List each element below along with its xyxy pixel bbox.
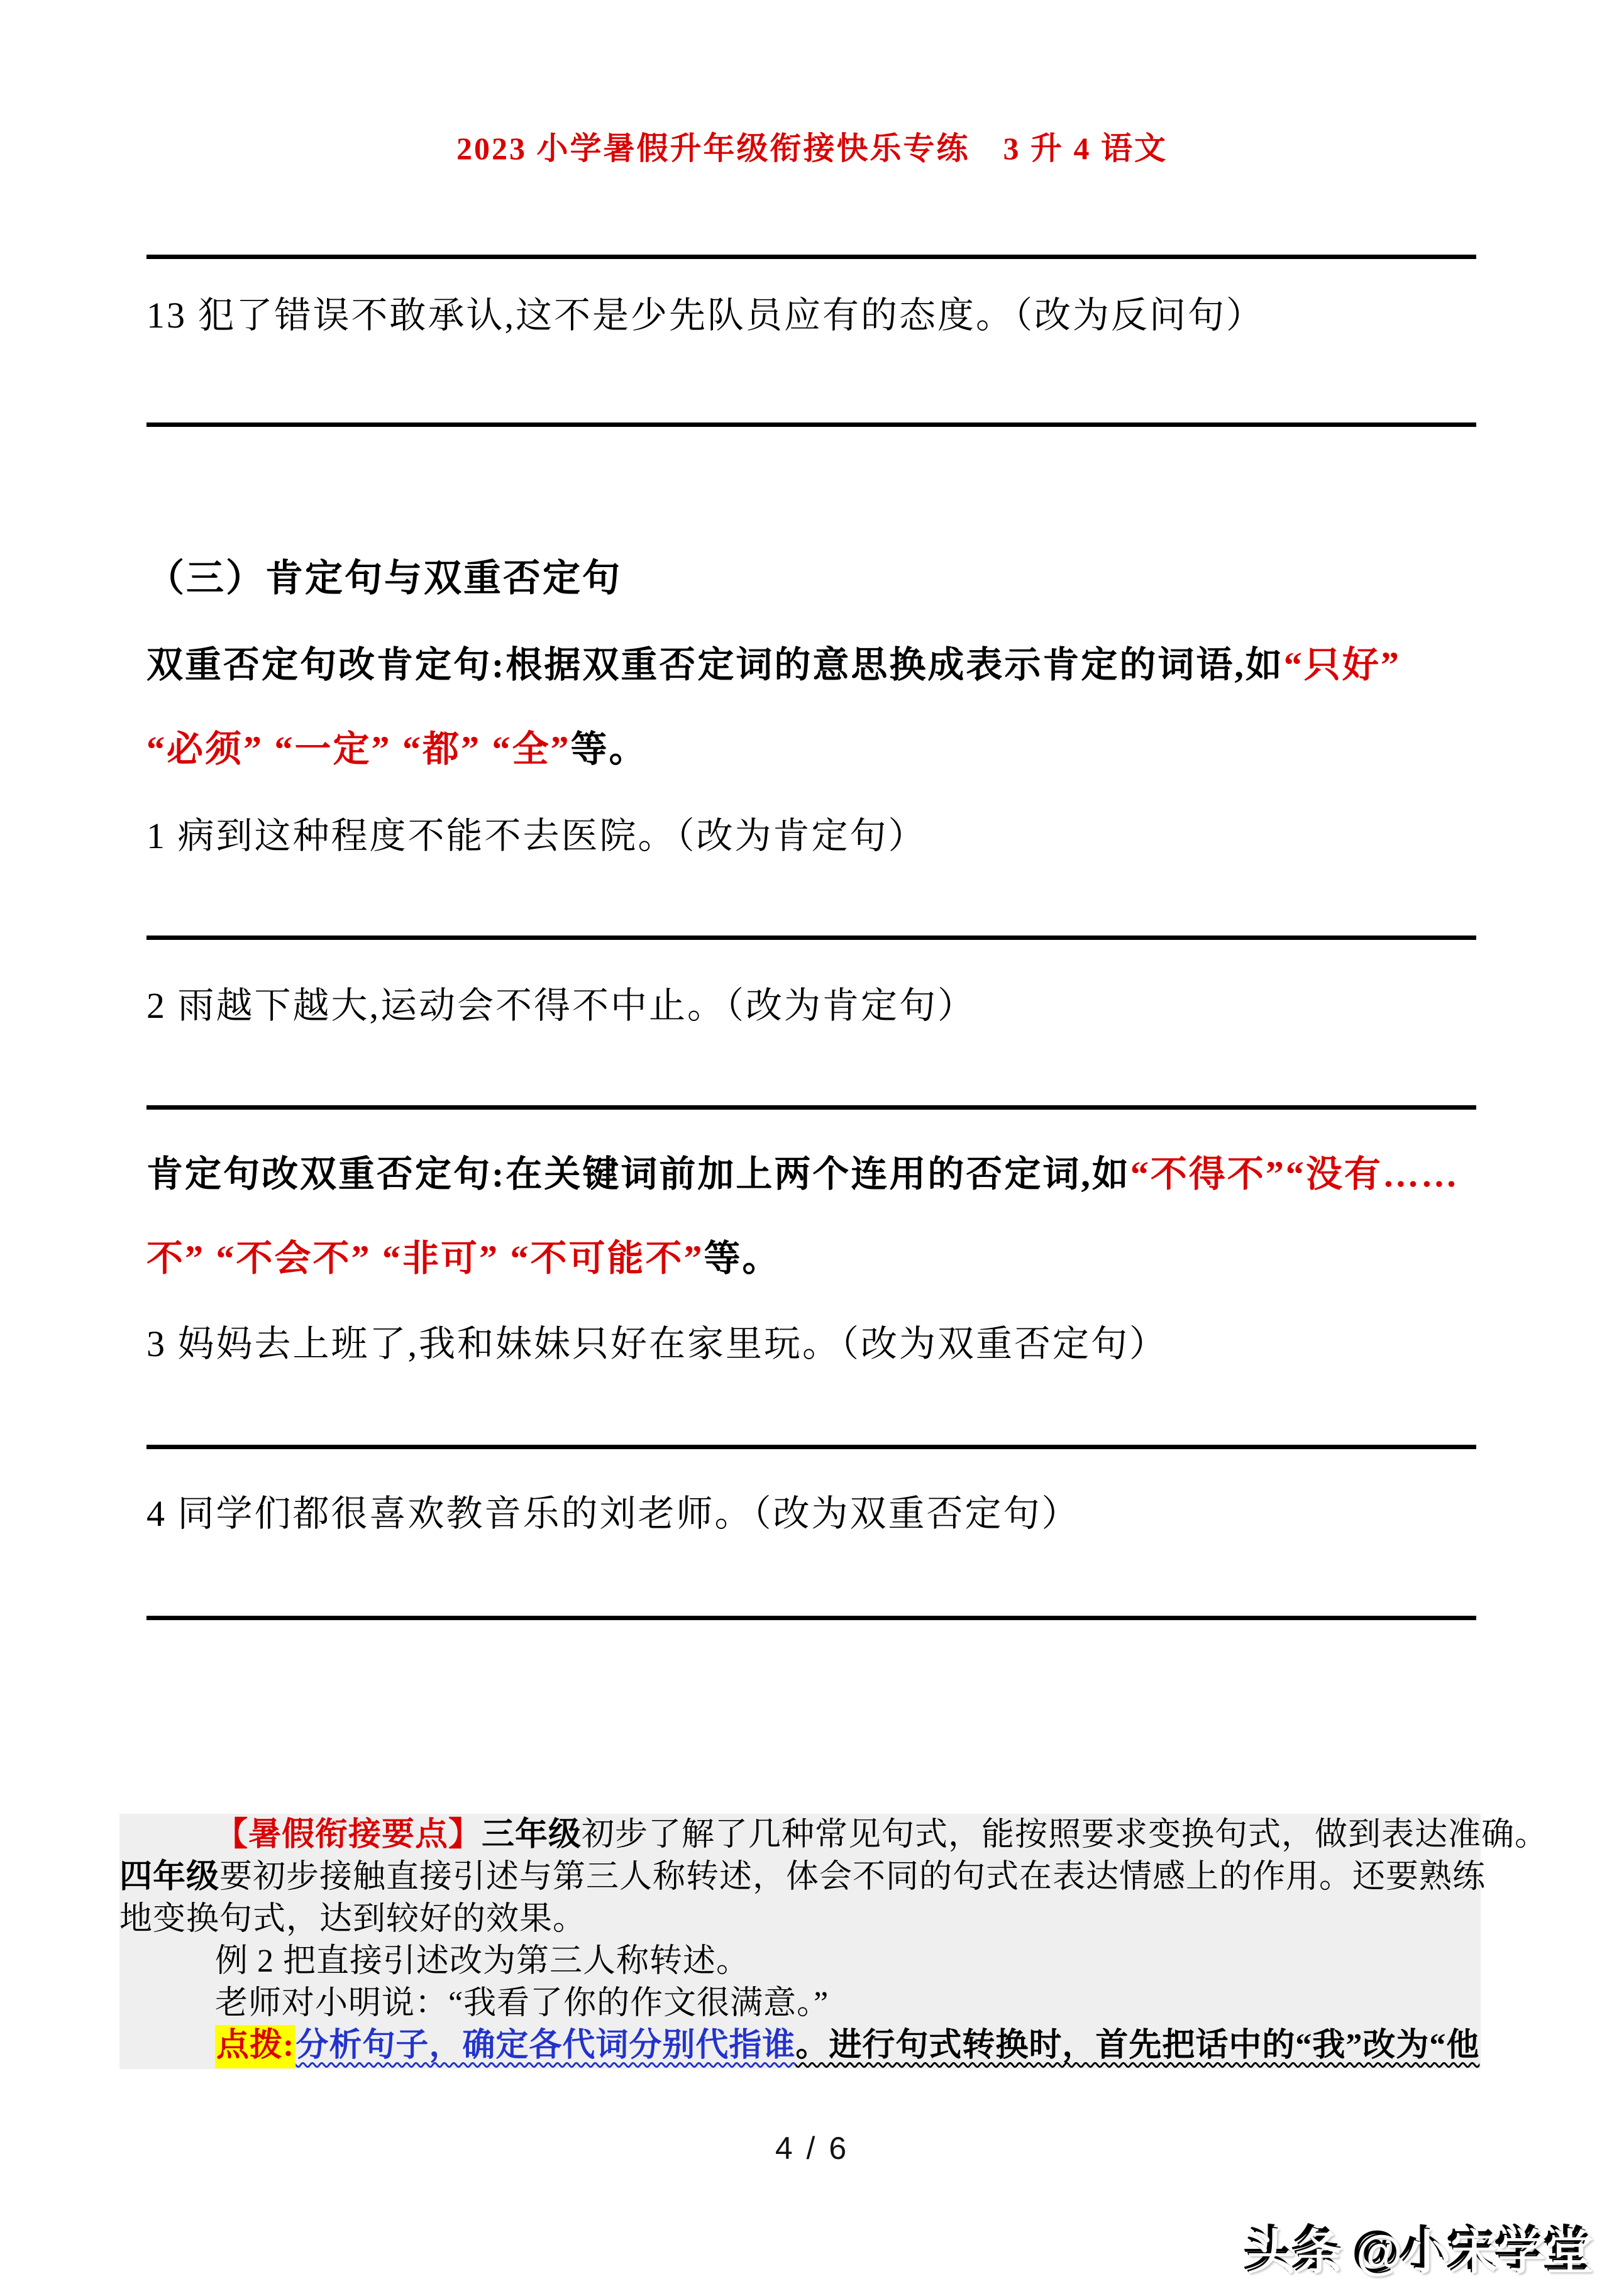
rule-affirmative-keyword-red: “只好” bbox=[1283, 644, 1401, 685]
rule-double-negative-line2 bbox=[146, 1234, 781, 1284]
rule-double-negative-line1 bbox=[146, 1149, 1459, 1200]
rule-double-negative-keyword-red: “不得不”“没有…… bbox=[1130, 1154, 1459, 1195]
hint-label: 点拨: bbox=[215, 2025, 296, 2068]
key-points-line-3 bbox=[119, 1898, 1481, 1940]
watermark: 头条 @小宋学堂 bbox=[1247, 2226, 1594, 2280]
key-points-line-2 bbox=[119, 1856, 1486, 1898]
page-number: 4 / 6 bbox=[775, 2131, 849, 2166]
grade4-text-continued: 地变换句式，达到较好的效果。 bbox=[119, 1901, 587, 1937]
grade3-text: 初步了解了几种常见句式，能按照要求变换句式，做到表达准确。 bbox=[582, 1817, 1549, 1853]
document-title: 2023 小学暑假升年级衔接快乐专练 3 升 4 语文 bbox=[456, 131, 1168, 166]
example-line bbox=[119, 1940, 1481, 1982]
question-3: 3 妈妈去上班了,我和妹妹只好在家里玩。（改为双重否定句） bbox=[146, 1323, 1168, 1364]
answer-line bbox=[146, 255, 1476, 259]
rule-affirmative-line1 bbox=[146, 640, 1401, 690]
grade4-label: 四年级 bbox=[119, 1859, 220, 1895]
key-points-tag: 【暑假衔接要点】 bbox=[215, 1817, 482, 1853]
rule-affirmative-keywords-red: “必须” “一定” “都” “全” bbox=[146, 729, 571, 770]
rule-double-negative-tail: 等。 bbox=[704, 1238, 781, 1279]
key-points-box bbox=[119, 1814, 1549, 2069]
key-points-line-1 bbox=[119, 1814, 1549, 1856]
example-sentence-line bbox=[119, 1982, 1481, 2024]
section-heading: （三）肯定句与双重否定句 bbox=[146, 558, 622, 599]
example-text: 例 2 把直接引述改为第三人称转述。 bbox=[215, 1943, 750, 1979]
rule-double-negative-text: 肯定句改双重否定句:在关键词前加上两个连用的否定词,如 bbox=[146, 1154, 1130, 1195]
answer-line bbox=[146, 1105, 1476, 1110]
answer-line bbox=[146, 422, 1476, 427]
grade4-text: 要初步接触直接引述与第三人称转述，体会不同的句式在表达情感上的作用。还要熟练 bbox=[219, 1859, 1486, 1895]
question-2: 2 雨越下越大,运动会不得不中止。（改为肯定句） bbox=[146, 985, 976, 1026]
hint-line bbox=[119, 2024, 1481, 2067]
question-1: 1 病到这种程度不能不去医院。（改为肯定句） bbox=[146, 815, 927, 856]
example-sentence-text: 老师对小明说：“我看了你的作文很满意。” bbox=[215, 1985, 829, 2021]
question-13: 13 犯了错误不敢承认,这不是少先队员应有的态度。（改为反问句） bbox=[146, 295, 1265, 336]
hint-black-text: 。进行句式转换时，首先把话中的“我”改为“他 bbox=[795, 2028, 1480, 2063]
rule-affirmative-text: 双重否定句改肯定句:根据双重否定词的意思换成表示肯定的词语,如 bbox=[146, 644, 1284, 685]
answer-line bbox=[146, 1616, 1476, 1620]
answer-line bbox=[146, 1445, 1476, 1449]
question-4: 4 同学们都很喜欢教音乐的刘老师。（改为双重否定句） bbox=[146, 1493, 1080, 1534]
answer-line bbox=[146, 936, 1476, 940]
rule-affirmative-tail: 等。 bbox=[570, 729, 648, 770]
grade3-label: 三年级 bbox=[482, 1817, 582, 1853]
rule-affirmative-line2 bbox=[146, 724, 648, 775]
hint-blue-text: 分析句子，确定各代词分别代指谁 bbox=[296, 2028, 796, 2063]
rule-double-negative-keywords-red: 不” “不会不” “非可” “不可能不” bbox=[146, 1238, 704, 1279]
